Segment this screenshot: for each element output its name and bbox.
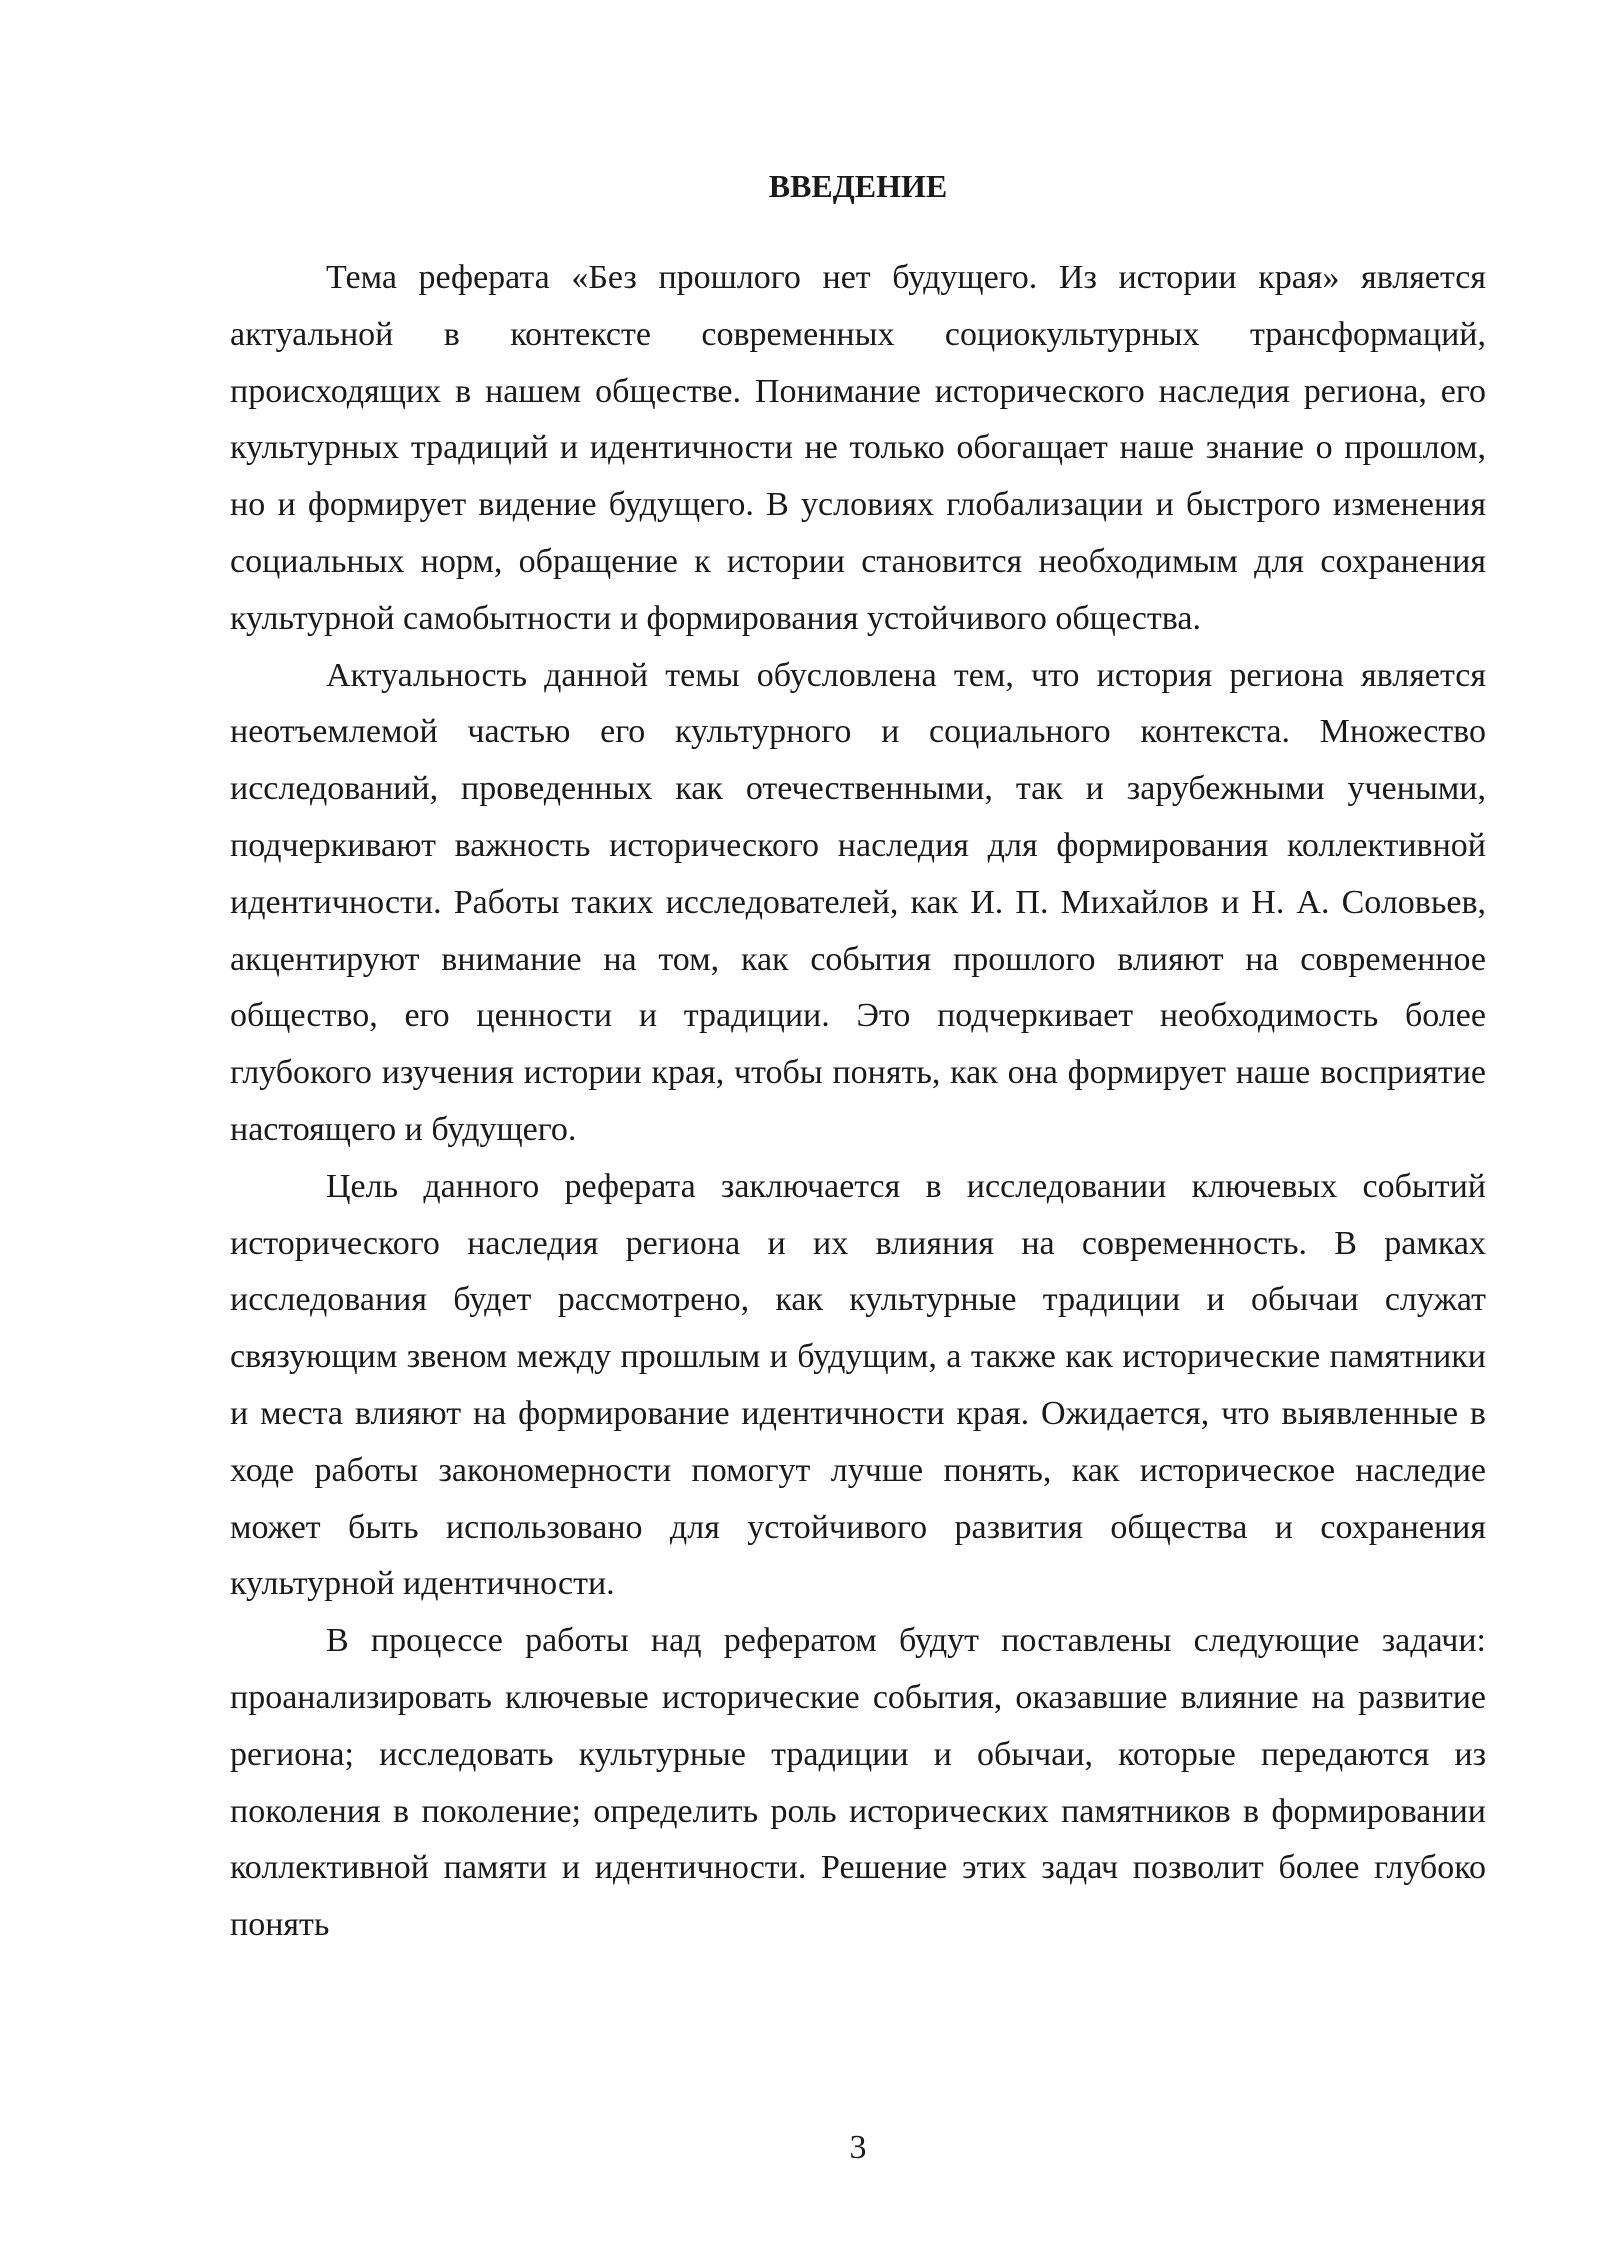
paragraph-4: В процессе работы над рефератом будут поставлены следующие задачи: проанализировать ключевые исторические события, оказавшие влияние на развитие региона; исследовать культурные традиции и обычаи, которые передаются из поколения в поколение; определить роль исторических памятников в формировании коллективной памяти и идентичности. Решение этих задач позволит более глубоко понять [230, 1622, 1486, 1944]
paragraph-3: Цель данного реферата заключается в исследовании ключевых событий исторического наследия региона и их влияния на современность. В рамках исследования будет рассмотрено, как культурные традиции и обычаи служат связующим звеном между прошлым и будущим, а также как исторические памятники и места влияют на формирование идентичности края. Ожидается, что выявленные в ходе работы закономерности помогут лучше понять, как историческое наследие может быть использовано для устойчивого развития общества и сохранения культурной идентичности. [230, 1167, 1486, 1603]
paragraph-1: Тема реферата «Без прошлого нет будущего. Из истории края» является актуальной в контексте современных социокультурных трансформаций, происходящих в нашем обществе. Понимание исторического наследия региона, его культурных традиций и идентичности не только обогащает наше знание о прошлом, но и формирует видение будущего. В условиях глобализации и быстрого изменения социальных норм, обращение к истории становится необходимым для сохранения культурной самобытности и формирования устойчивого общества. [230, 259, 1486, 637]
page-number: 3 [849, 2129, 867, 2166]
page-title: ВВЕДЕНИЕ [768, 168, 948, 204]
body-text [230, 250, 1486, 1954]
paragraph-2: Актуальность данной темы обусловлена тем, что история региона является неотъемлемой частью его культурного и социального контекста. Множество исследований, проведенных как отечественными, так и зарубежными учеными, подчеркивают важность исторического наследия для формирования коллективной идентичности. Работы таких исследователей, как И. П. Михайлов и Н. А. Соловьев, акцентируют внимание на том, как события прошлого влияют на современное общество, его ценности и традиции. Это подчеркивает необходимость более глубокого изучения истории края, чтобы понять, как она формирует наше восприятие настоящего и будущего. [230, 656, 1486, 1148]
